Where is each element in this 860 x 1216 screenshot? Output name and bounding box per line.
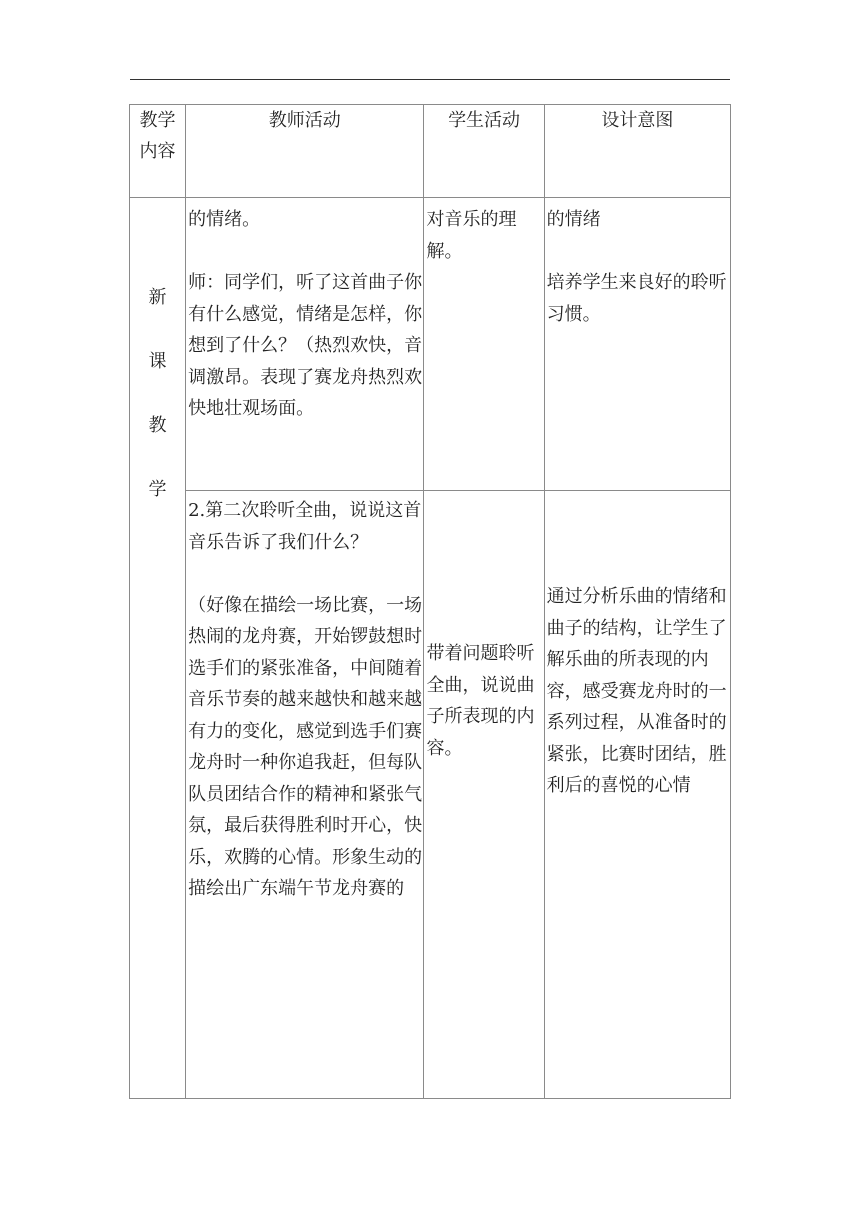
teacher-activity-cell bbox=[186, 491, 424, 1099]
teacher-activity-text: 的情绪。 师：同学们，听了这首曲子你有什么感觉，情绪是怎样，你想到了什么？（热烈欢快，音调激昂。表现了赛龙舟热烈欢快地壮观场面。 bbox=[188, 209, 423, 419]
header-rule bbox=[130, 79, 730, 80]
teacher-activity-text: 2.第二次聆听全曲，说说这首音乐告诉了我们什么？ （好像在描绘一场比赛，一场热闹的龙舟赛，开始锣鼓想时选手们的紧张准备，中间随着音乐节奏的越来越快和越来越有力的变化，感觉到选手们赛龙舟时一种你追我赶，但每队队员团结合作的精神和紧张气氛，最后获得胜利时开心，快乐，欢腾的心情。形象生动的描绘出广东端午节龙舟赛的 bbox=[188, 500, 423, 899]
header-student-activity: 学生活动 bbox=[424, 105, 544, 198]
header-teacher-activity: 教师活动 bbox=[186, 105, 424, 198]
design-intent-cell bbox=[544, 491, 730, 1099]
header-teaching-content-label: 教学 内容 bbox=[139, 110, 176, 162]
table-row bbox=[130, 491, 731, 1099]
section-label-cell bbox=[130, 198, 186, 1099]
teacher-activity-cell bbox=[186, 198, 424, 491]
student-activity-text: 对音乐的理解。 bbox=[426, 209, 517, 262]
section-label-char: 课 bbox=[148, 351, 167, 372]
section-label-char: 教 bbox=[148, 415, 167, 436]
section-label-char: 新 bbox=[148, 287, 167, 308]
header-design-intent: 设计意图 bbox=[544, 105, 730, 198]
section-label-char: 学 bbox=[148, 479, 167, 500]
section-label bbox=[130, 266, 185, 522]
student-activity-text: 带着问题聆听全曲，说说曲子所表现的内容。 bbox=[426, 643, 535, 759]
design-intent-text: 的情绪 培养学生来良好的聆听习惯。 bbox=[546, 209, 727, 325]
table-row bbox=[130, 198, 731, 491]
design-intent-cell bbox=[544, 198, 730, 491]
student-activity-cell bbox=[424, 491, 544, 1099]
header-teaching-content bbox=[130, 105, 186, 198]
table-header-row bbox=[130, 105, 731, 198]
design-intent-text: 通过分析乐曲的情绪和曲子的结构，让学生了解乐曲的所表现的内容，感受赛龙舟时的一系列过程，从准备时的紧张，比赛时团结，胜利后的喜悦的心情 bbox=[546, 586, 727, 796]
lesson-plan-table bbox=[129, 104, 731, 1099]
student-activity-cell bbox=[424, 198, 544, 491]
